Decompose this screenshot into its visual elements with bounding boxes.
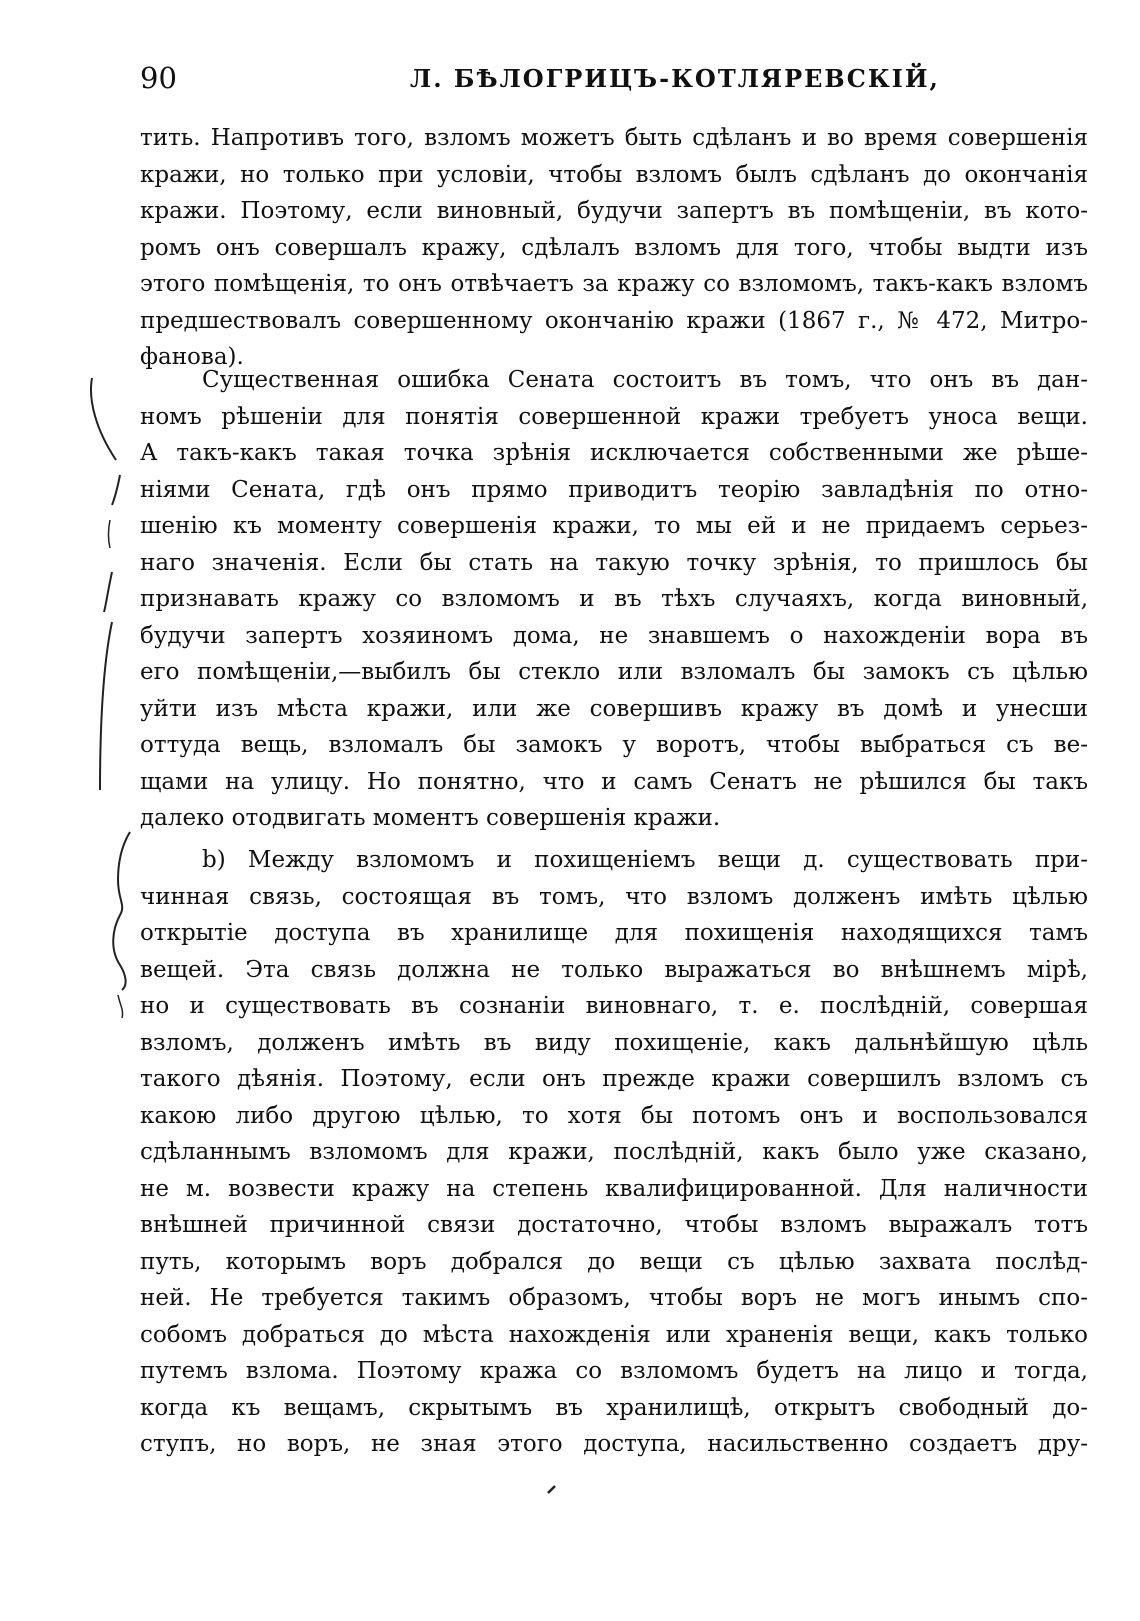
text-line: Существенная ошибка Сената состоитъ въ томъ, что онъ въ дан- <box>202 367 1088 393</box>
margin-bracket-mark <box>104 572 112 612</box>
text-line: А такъ-какъ такая точка зрѣнія исключается собственными же рѣше- <box>140 440 1088 466</box>
text-line: когда къ вещамъ, скрытымъ въ хранилищѣ, открытъ свободный до- <box>140 1394 1088 1421</box>
text-line: номъ рѣшеніи для понятія совершенной кражи требуетъ уноса вещи. <box>140 403 1088 430</box>
text-line: ніями Сената, гдѣ онъ прямо приводитъ теорію завладѣнія по отно- <box>140 476 1088 503</box>
text-line: далеко отодвигать моментъ совершенія кражи. <box>140 805 721 831</box>
page-number: 90 <box>140 61 177 95</box>
paragraph-2 <box>140 362 1088 837</box>
text-line: чинная связь, состоящая въ томъ, что взломъ долженъ имѣть цѣлью <box>140 883 1088 910</box>
text-line: не м. возвести кражу на степень квалифицированной. Для наличности <box>140 1175 1088 1202</box>
text-line: собомъ добраться до мѣста нахожденія или храненія вещи, какъ только <box>140 1321 1088 1348</box>
text-line: путь, которымъ воръ добрался до вещи съ цѣлью захвата послѣд- <box>140 1248 1088 1275</box>
text-line: но и существовать въ сознаніи виновнаго, т. е. послѣдній, совершая <box>140 993 1088 1019</box>
text-line: оттуда вещь, взломалъ бы замокъ у воротъ, чтобы выбраться съ ве- <box>140 732 1088 758</box>
paragraph-3 <box>140 842 1088 1463</box>
text-line: этого помѣщенія, то онъ отвѣчаетъ за кражу со взломомъ, такъ-какъ взломъ <box>140 271 1088 297</box>
text-line: ромъ онъ совершалъ кражу, сдѣлалъ взломъ для того, чтобы выдти изъ <box>140 234 1088 261</box>
stray-ink-mark <box>545 1482 559 1496</box>
text-line: путемъ взлома. Поэтому кража со взломомъ будетъ на лицо и тогда, <box>140 1358 1088 1384</box>
text-line: наго значенія. Если бы стать на такую точку зрѣнія, то пришлось бы <box>140 549 1088 576</box>
text-line: будучи запертъ хозяиномъ дома, не знавшемъ о нахожденіи вора въ <box>140 622 1088 649</box>
text-line: тить. Напротивъ того, взломъ можетъ быть сдѣланъ и во время совершенія <box>140 125 1088 151</box>
text-line: шенію къ моменту совершенія кражи, то мы ей и не придаемъ серьез- <box>140 513 1088 539</box>
text-line: сдѣланнымъ взломомъ для кражи, послѣдній, какъ было уже сказано, <box>140 1139 1088 1165</box>
text-line: внѣшней причинной связи достаточно, чтобы взломъ выражалъ тотъ <box>140 1212 1088 1238</box>
text-line: открытіе доступа въ хранилище для похищенія находящихся тамъ <box>140 920 1088 946</box>
text-line: ступъ, но воръ, не зная этого доступа, насильственно создаетъ дру- <box>140 1431 1088 1457</box>
margin-bracket-mark <box>118 995 123 1018</box>
text-line: признавать кражу со взломомъ и въ тѣхъ случаяхъ, когда виновный, <box>140 586 1088 612</box>
margin-bracket-mark <box>109 520 111 548</box>
text-line: фанова). <box>140 344 244 370</box>
text-line: кражи. Поэтому, если виновный, будучи запертъ въ помѣщеніи, въ кото- <box>140 198 1088 224</box>
text-line: такого дѣянія. Поэтому, если онъ прежде кражи совершилъ взломъ съ <box>140 1066 1088 1092</box>
text-line: b) Между взломомъ и похищеніемъ вещи д. существовать при- <box>202 847 1088 873</box>
text-line: кражи, но только при условіи, чтобы взломъ былъ сдѣланъ до окончанія <box>140 161 1088 188</box>
text-line: его помѣщеніи,—выбилъ бы стекло или взломалъ бы замокъ съ цѣлью <box>140 659 1088 685</box>
margin-bracket-mark <box>91 378 116 460</box>
margin-bracket-mark <box>112 475 120 505</box>
margin-bracket-mark <box>100 622 112 790</box>
text-line: щами на улицу. Но понятно, что и самъ Сенатъ не рѣшился бы такъ <box>140 768 1088 795</box>
margin-bracket-mark <box>113 832 130 990</box>
paragraph-1 <box>140 120 1088 376</box>
text-line: какою либо другою цѣлью, то хотя бы потомъ онъ и воспользовался <box>140 1102 1088 1129</box>
running-head: Л. БѢЛОГРИЦЪ-КОТЛЯРЕВСКІЙ, <box>410 64 940 93</box>
text-line: взломъ, долженъ имѣть въ виду похищеніе, какъ дальнѣйшую цѣль <box>140 1029 1088 1056</box>
text-line: ней. Не требуется такимъ образомъ, чтобы воръ не могъ инымъ спо- <box>140 1285 1088 1311</box>
text-line: вещей. Эта связь должна не только выражаться во внѣшнемъ мірѣ, <box>140 956 1088 983</box>
text-line: уйти изъ мѣста кражи, или же совершивъ кражу въ домѣ и унесши <box>140 695 1088 722</box>
handwritten-margin-brackets <box>0 0 140 1621</box>
text-line: предшествовалъ совершенному окончанію кражи (1867 г., № 472, Митро- <box>140 307 1088 334</box>
